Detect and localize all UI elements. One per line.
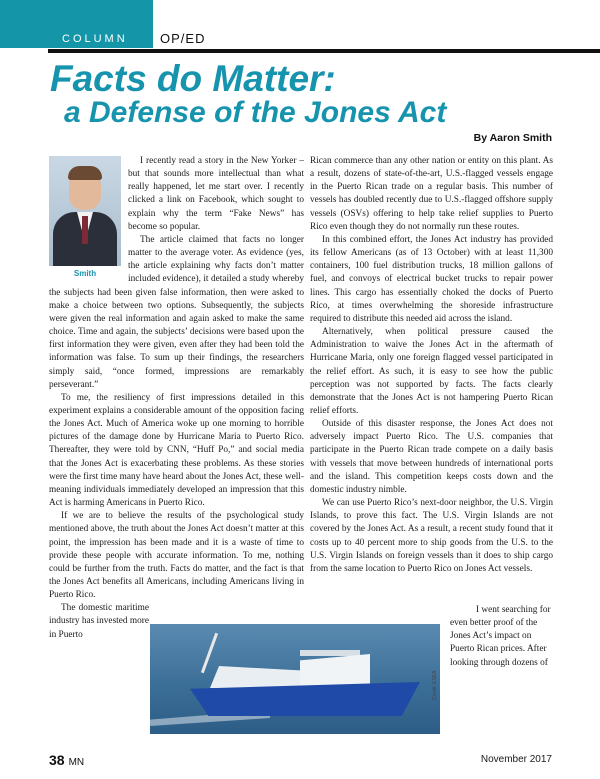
paragraph: If we are to believe the results of the psychological study mentioned above, the truth about the Jones Act doesn’t matter at this point, the impression has been made and it is a waste of time to provide these people with accurate information. To me, nothing could be further from the truth. Facts do matter, and the fact is that the Jones Act benefits all Americans, including Americans living in Puerto Rico.	[49, 511, 304, 601]
headline-line-2: a Defense of the Jones Act	[64, 96, 447, 129]
offshore-supply-vessel-photo	[150, 624, 440, 734]
paragraph: Outside of this disaster response, the Jones Act does not adversely impact Puerto Rico. The U.S. companies that participate in the Puerto Rican trade compete on a daily basis with vessels that move between hundreds of international ports and the island. This competition keeps costs down and the domestic industry nimble.	[310, 419, 553, 495]
magazine-name: MN	[68, 757, 85, 768]
paragraph: In this combined effort, the Jones Act industry has provided its fellow Americans (as of 13 October) with at least 11,300 containers, 100 fuel distribution trucks, 18 million gallons of fuel, and convoys of electrical bucket trucks to repair power lines. This cargo has essentially choked the docks of Puerto Rico, at times overwhelming the shoreside infrastructure required to distribute this needed aid across the island.	[310, 234, 553, 324]
paragraph: Alternatively, when political pressure caused the Administration to waive the Jones Act in the aftermath of Hurricane Maria, only one foreign flagged vessel participated in the relief effort. As such, it is easy to see how the public perception was not supported by facts. The facts clearly demonstrate that the Jones Act is not hampering Puerto Rican relief efforts.	[310, 327, 553, 416]
issue-date: November 2017	[480, 754, 552, 765]
paragraph: Rican commerce than any other nation or entity on this plant. As a result, dozens of state-of-the-art, U.S.-flagged vessels engage in the Puerto Rican trade on a regular basis. This number of vessels has doubled recently due to U.S.-flagged offshore supply vessels (OSVs) offering to help take relief supplies to Puerto Rico even though they do not normally run these routes.	[310, 156, 553, 232]
page-number: 38	[49, 752, 65, 768]
article-right-column-continued	[450, 604, 553, 716]
column-label: COLUMN	[62, 33, 128, 45]
byline: By Aaron Smith	[473, 132, 552, 144]
paragraph: I recently read a story in the New Yorker – but that sounds more intellectual than what really happened, let me start over. I recently clicked a link on Facebook, which sought to explain why the term “Fake News” has become so popular.	[128, 156, 304, 232]
paragraph: The domestic maritime industry has invested more in Puerto	[49, 603, 149, 640]
article-left-column	[49, 155, 304, 660]
paragraph: We can use Puerto Rico’s next-door neighbor, the U.S. Virgin Islands, to prove this fact. The U.S. Virgin Islands are not covered by the Jones Act. As a result, a recent study found that it costs up to 40 percent more to ship goods from the U.S. to the U.S. Virgin Islands on foreign vessels than it does to ship cargo from the same location to Puerto Rico on Jones Act vessels.	[310, 498, 553, 574]
paragraph: The article claimed that facts no longer matter to the average voter. As evidence (yes, the article explaining why facts don’t matter included evidence), it detailed a study whereby the subjects had been given false information, then were asked to make a choice between two options. Subsequently, the subjects were given the real information and again asked to make the same choice. Time and again, the subjects’ decisions were based upon the first information they were given, even after they had been told the information was false. To sum up their findings, the researchers simply said, “once formed, impressions are remarkably perseverant.”	[49, 234, 304, 390]
section-label: OP/ED	[160, 31, 206, 46]
headline-line-1: Facts do Matter:	[50, 58, 336, 99]
image-credit: Credit: ESEA	[432, 670, 438, 700]
page-folio	[49, 752, 84, 768]
article-right-column	[310, 155, 553, 603]
author-photo-caption: Smith	[73, 269, 97, 278]
paragraph: To me, the resiliency of first impressions detailed in this experiment explains a considerable amount of the opposition facing the Jones Act. Much of America woke up one morning to horrible pictures of the damage done by Hurricane Maria to Puerto Rico. Thereafter, they were told by CNN, “Huff Po,” and social media that the Jones Act is exacerbating these problems. As these stories were the first time many have heard about the Jones Act, these well-meaning individuals immediately developed an impression that this Act is harming Americans in Puerto Rico.	[49, 392, 304, 509]
paragraph: I went searching for even better proof of the Jones Act’s impact on Puerto Rican prices. After looking through dozens of	[450, 605, 551, 668]
header-rule	[48, 49, 600, 53]
